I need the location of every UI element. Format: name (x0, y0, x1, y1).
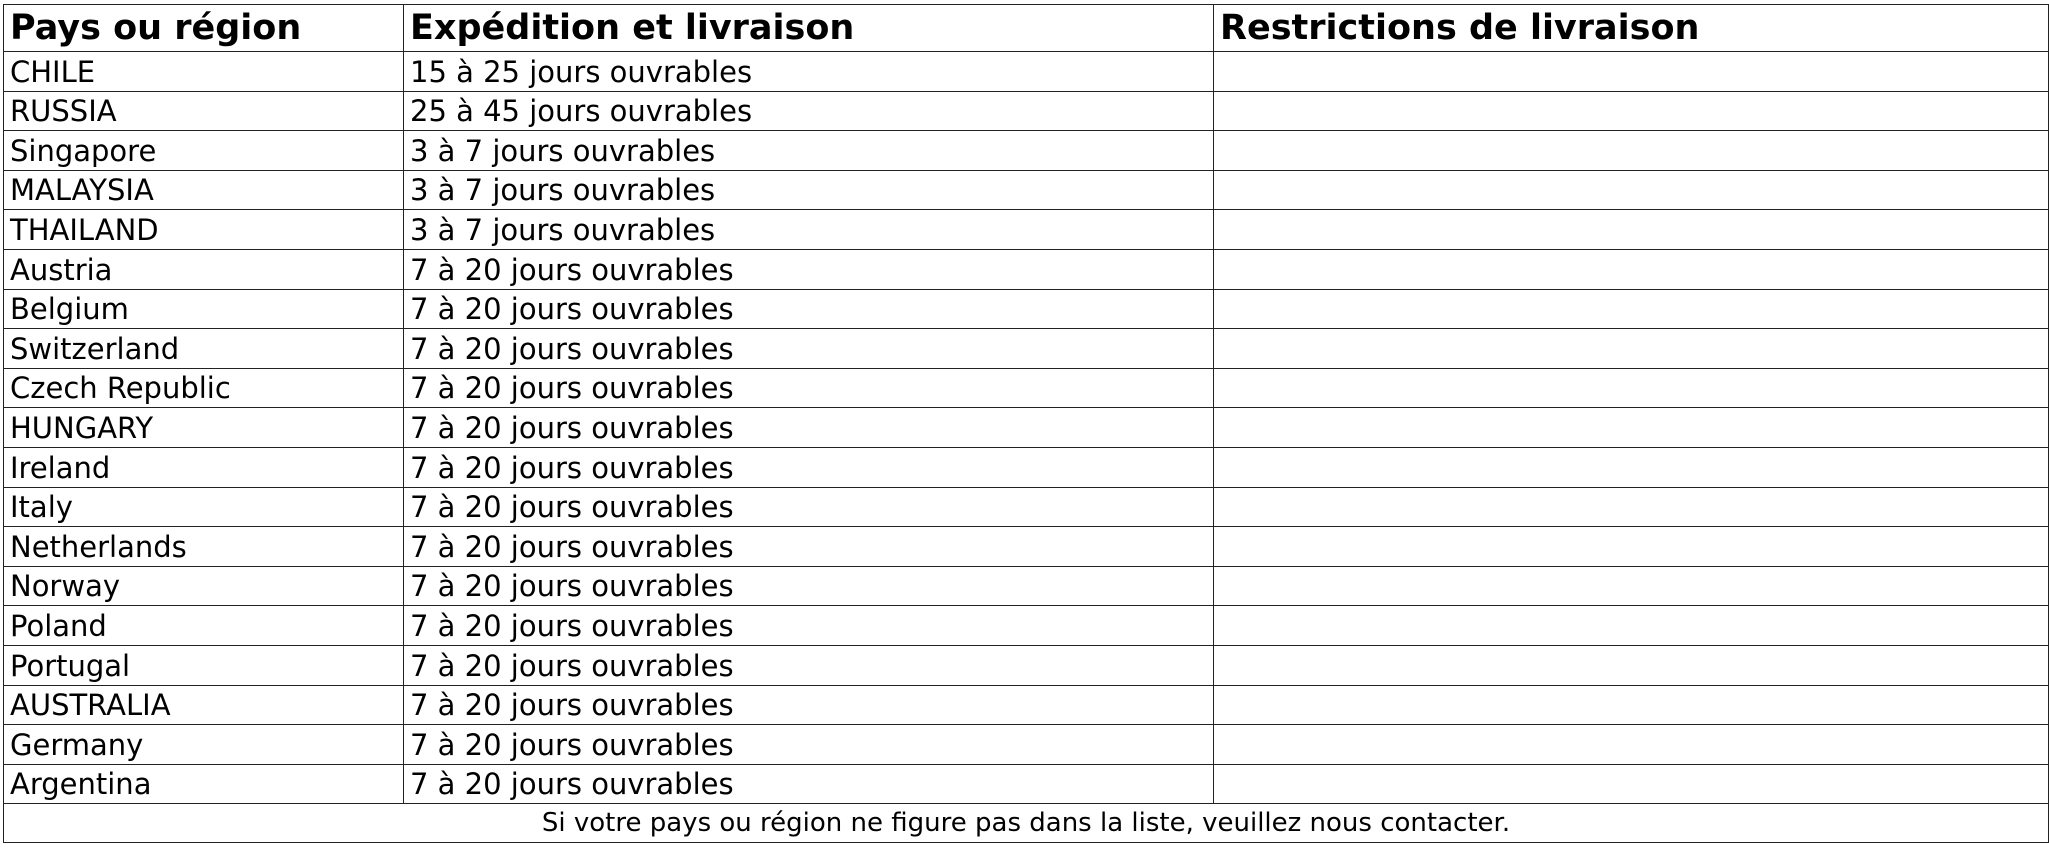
cell-country: RUSSIA (4, 91, 404, 131)
cell-country: THAILAND (4, 210, 404, 250)
table-row (4, 764, 2049, 804)
table-row (4, 91, 2049, 131)
cell-shipping: 7 à 20 jours ouvrables (404, 368, 1214, 408)
shipping-table (3, 4, 2049, 843)
table-row (4, 725, 2049, 765)
table-row (4, 685, 2049, 725)
cell-shipping: 3 à 7 jours ouvrables (404, 170, 1214, 210)
cell-country: Poland (4, 606, 404, 646)
header-shipping: Expédition et livraison (404, 5, 1214, 52)
cell-shipping: 7 à 20 jours ouvrables (404, 487, 1214, 527)
cell-restrictions (1214, 170, 2049, 210)
table-row (4, 249, 2049, 289)
cell-shipping: 7 à 20 jours ouvrables (404, 527, 1214, 567)
cell-shipping: 7 à 20 jours ouvrables (404, 566, 1214, 606)
table-row (4, 210, 2049, 250)
table-row (4, 566, 2049, 606)
cell-restrictions (1214, 527, 2049, 567)
cell-shipping: 15 à 25 jours ouvrables (404, 52, 1214, 92)
cell-country: MALAYSIA (4, 170, 404, 210)
cell-country: Italy (4, 487, 404, 527)
cell-restrictions (1214, 91, 2049, 131)
cell-restrictions (1214, 487, 2049, 527)
table-body (4, 52, 2049, 804)
table-row (4, 131, 2049, 171)
cell-shipping: 7 à 20 jours ouvrables (404, 249, 1214, 289)
table-row (4, 408, 2049, 448)
table-row (4, 289, 2049, 329)
cell-shipping: 7 à 20 jours ouvrables (404, 645, 1214, 685)
cell-country: Germany (4, 725, 404, 765)
cell-country: Austria (4, 249, 404, 289)
cell-shipping: 7 à 20 jours ouvrables (404, 329, 1214, 369)
cell-country: CHILE (4, 52, 404, 92)
cell-country: Belgium (4, 289, 404, 329)
cell-restrictions (1214, 131, 2049, 171)
cell-restrictions (1214, 408, 2049, 448)
table-row (4, 606, 2049, 646)
cell-restrictions (1214, 210, 2049, 250)
header-restrictions: Restrictions de livraison (1214, 5, 2049, 52)
cell-country: Norway (4, 566, 404, 606)
table-header-row (4, 5, 2049, 52)
contact-note: Si votre pays ou région ne figure pas dans la liste, veuillez nous contacter. (4, 804, 2049, 843)
table-row (4, 645, 2049, 685)
cell-shipping: 7 à 20 jours ouvrables (404, 725, 1214, 765)
cell-country: Portugal (4, 645, 404, 685)
cell-country: Netherlands (4, 527, 404, 567)
cell-shipping: 7 à 20 jours ouvrables (404, 606, 1214, 646)
cell-shipping: 3 à 7 jours ouvrables (404, 131, 1214, 171)
cell-restrictions (1214, 289, 2049, 329)
cell-shipping: 7 à 20 jours ouvrables (404, 408, 1214, 448)
cell-restrictions (1214, 645, 2049, 685)
cell-country: Argentina (4, 764, 404, 804)
cell-country: Ireland (4, 447, 404, 487)
cell-shipping: 7 à 20 jours ouvrables (404, 764, 1214, 804)
cell-restrictions (1214, 329, 2049, 369)
cell-restrictions (1214, 368, 2049, 408)
cell-country: Czech Republic (4, 368, 404, 408)
table-row (4, 52, 2049, 92)
cell-restrictions (1214, 52, 2049, 92)
cell-country: HUNGARY (4, 408, 404, 448)
table-row (4, 447, 2049, 487)
cell-restrictions (1214, 566, 2049, 606)
cell-restrictions (1214, 447, 2049, 487)
cell-shipping: 7 à 20 jours ouvrables (404, 685, 1214, 725)
cell-shipping: 3 à 7 jours ouvrables (404, 210, 1214, 250)
cell-shipping: 25 à 45 jours ouvrables (404, 91, 1214, 131)
table-row (4, 170, 2049, 210)
cell-country: AUSTRALIA (4, 685, 404, 725)
cell-shipping: 7 à 20 jours ouvrables (404, 447, 1214, 487)
cell-country: Switzerland (4, 329, 404, 369)
table-row (4, 487, 2049, 527)
cell-restrictions (1214, 685, 2049, 725)
cell-restrictions (1214, 725, 2049, 765)
header-country: Pays ou région (4, 5, 404, 52)
cell-country: Singapore (4, 131, 404, 171)
cell-shipping: 7 à 20 jours ouvrables (404, 289, 1214, 329)
cell-restrictions (1214, 249, 2049, 289)
cell-restrictions (1214, 606, 2049, 646)
table-row (4, 527, 2049, 567)
footer-row (4, 804, 2049, 843)
cell-restrictions (1214, 764, 2049, 804)
table-row (4, 368, 2049, 408)
table-row (4, 329, 2049, 369)
